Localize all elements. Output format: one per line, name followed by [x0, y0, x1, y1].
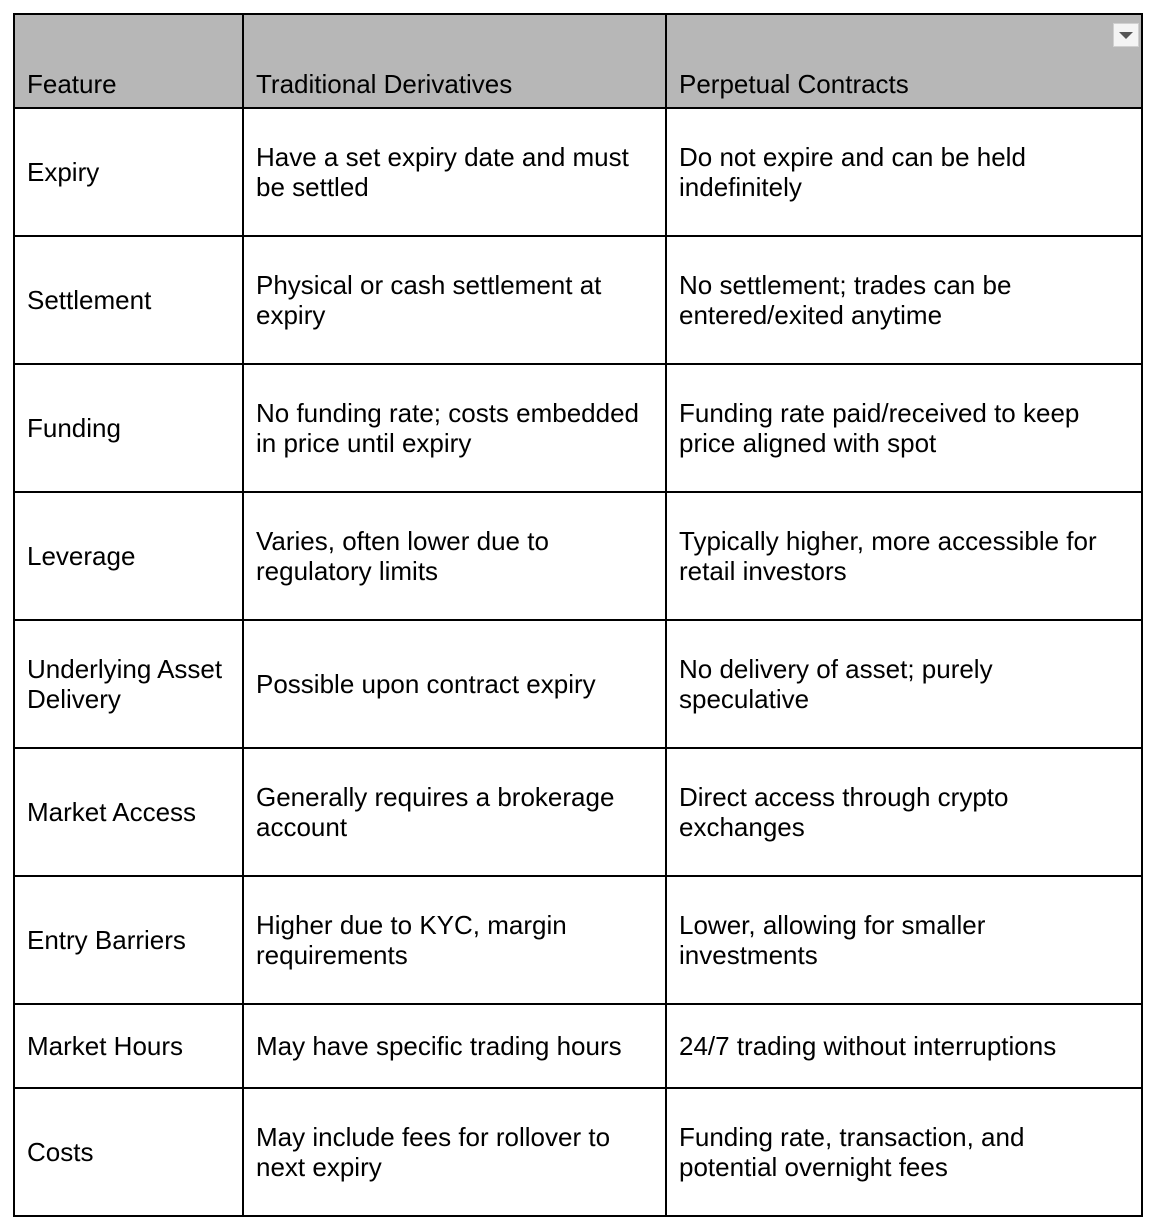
header-traditional-derivatives: Traditional Derivatives	[243, 14, 666, 108]
table-row	[14, 236, 1142, 364]
header-perpetual-contracts	[666, 14, 1142, 108]
feature-cell: Entry Barriers	[14, 876, 243, 1004]
feature-cell: Market Hours	[14, 1004, 243, 1088]
traditional-cell: May include fees for rollover to next expiry	[243, 1088, 666, 1216]
feature-cell: Leverage	[14, 492, 243, 620]
perpetual-cell: Funding rate, transaction, and potential overnight fees	[666, 1088, 1142, 1216]
feature-cell: Underlying Asset Delivery	[14, 620, 243, 748]
traditional-cell: Physical or cash settlement at expiry	[243, 236, 666, 364]
comparison-table	[13, 13, 1143, 1217]
perpetual-cell: Direct access through crypto exchanges	[666, 748, 1142, 876]
table-row	[14, 492, 1142, 620]
table-row	[14, 108, 1142, 236]
perpetual-cell: Funding rate paid/received to keep price aligned with spot	[666, 364, 1142, 492]
table-row	[14, 364, 1142, 492]
feature-cell: Market Access	[14, 748, 243, 876]
traditional-cell: Higher due to KYC, margin requirements	[243, 876, 666, 1004]
table-row	[14, 748, 1142, 876]
perpetual-cell: Typically higher, more accessible for retail investors	[666, 492, 1142, 620]
header-perpetual-contracts-label: Perpetual Contracts	[679, 69, 909, 99]
comparison-table-container	[13, 13, 1141, 1217]
table-header-row	[14, 14, 1142, 108]
filter-dropdown-button[interactable]	[1113, 23, 1139, 47]
perpetual-cell: No delivery of asset; purely speculative	[666, 620, 1142, 748]
traditional-cell: May have specific trading hours	[243, 1004, 666, 1088]
header-feature: Feature	[14, 14, 243, 108]
table-row	[14, 876, 1142, 1004]
feature-cell: Costs	[14, 1088, 243, 1216]
traditional-cell: Varies, often lower due to regulatory limits	[243, 492, 666, 620]
traditional-cell: Possible upon contract expiry	[243, 620, 666, 748]
chevron-down-icon	[1119, 32, 1133, 39]
feature-cell: Expiry	[14, 108, 243, 236]
traditional-cell: No funding rate; costs embedded in price until expiry	[243, 364, 666, 492]
perpetual-cell: No settlement; trades can be entered/exited anytime	[666, 236, 1142, 364]
table-row	[14, 1088, 1142, 1216]
feature-cell: Funding	[14, 364, 243, 492]
traditional-cell: Have a set expiry date and must be settled	[243, 108, 666, 236]
traditional-cell: Generally requires a brokerage account	[243, 748, 666, 876]
perpetual-cell: Lower, allowing for smaller investments	[666, 876, 1142, 1004]
feature-cell: Settlement	[14, 236, 243, 364]
perpetual-cell: Do not expire and can be held indefinitely	[666, 108, 1142, 236]
table-row	[14, 620, 1142, 748]
table-row	[14, 1004, 1142, 1088]
perpetual-cell: 24/7 trading without interruptions	[666, 1004, 1142, 1088]
